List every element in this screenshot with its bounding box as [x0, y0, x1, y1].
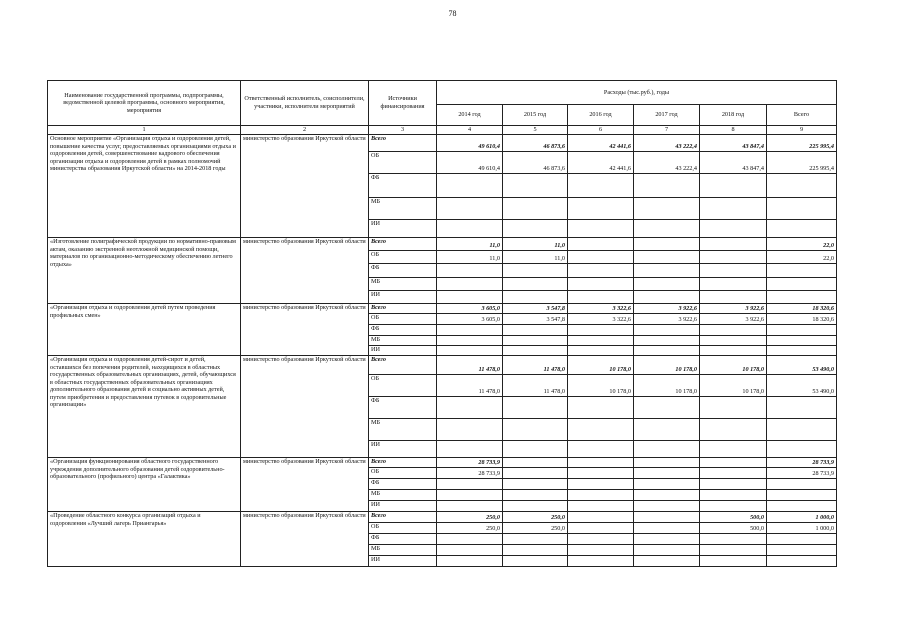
expense-value: 28 733,9 [437, 468, 503, 479]
expense-value [437, 490, 503, 501]
expense-value [503, 346, 568, 356]
expense-value [700, 468, 767, 479]
expense-value [634, 512, 700, 523]
expense-value: 43 222,4 [634, 152, 700, 174]
column-index: 3 [369, 126, 437, 135]
expense-value [437, 556, 503, 567]
expense-value: 250,0 [437, 523, 503, 534]
expense-value [700, 238, 767, 251]
expense-value: 3 922,6 [634, 314, 700, 325]
funding-source: ОБ [369, 523, 437, 534]
total-value [767, 490, 837, 501]
expense-value: 500,0 [700, 512, 767, 523]
expense-value [634, 501, 700, 512]
expense-value [700, 174, 767, 198]
expense-value [437, 545, 503, 556]
funding-source: ОБ [369, 152, 437, 174]
expense-value [568, 479, 634, 490]
expense-value: 10 178,0 [700, 356, 767, 375]
expense-value [634, 441, 700, 458]
expense-value: 3 547,8 [503, 314, 568, 325]
funding-source: ОБ [369, 314, 437, 325]
expense-value [700, 397, 767, 419]
expense-value [568, 545, 634, 556]
funding-source: МБ [369, 336, 437, 346]
expense-value: 10 178,0 [700, 375, 767, 397]
header-year: 2018 год [700, 105, 767, 126]
table-row [48, 512, 837, 523]
total-value [767, 278, 837, 291]
expense-value [503, 501, 568, 512]
funding-source: МБ [369, 278, 437, 291]
total-value: 225 995,4 [767, 152, 837, 174]
expense-value [634, 264, 700, 278]
expense-value [568, 291, 634, 304]
total-value [767, 419, 837, 441]
expense-value [700, 251, 767, 264]
total-value: 28 733,9 [767, 468, 837, 479]
expense-value: 3 922,6 [634, 304, 700, 314]
funding-source: МБ [369, 419, 437, 441]
column-index: 8 [700, 126, 767, 135]
header-sources: Источники финансирования [369, 81, 437, 126]
expense-value [634, 291, 700, 304]
funding-source: ИИ [369, 291, 437, 304]
total-value [767, 264, 837, 278]
expense-value [568, 441, 634, 458]
expense-value [700, 325, 767, 336]
expense-value [568, 336, 634, 346]
expense-value [700, 291, 767, 304]
funding-source: ФБ [369, 174, 437, 198]
responsible-executor: министерство образования Иркутской области [241, 238, 369, 304]
expense-value [503, 325, 568, 336]
expense-value [437, 220, 503, 238]
expense-value [568, 346, 634, 356]
expense-value: 11 478,0 [503, 375, 568, 397]
expense-value [568, 397, 634, 419]
total-value [767, 545, 837, 556]
funding-source: МБ [369, 198, 437, 220]
table-row [48, 304, 837, 314]
expense-value: 11,0 [503, 238, 568, 251]
expense-value [634, 534, 700, 545]
funding-source: Всего [369, 135, 437, 152]
total-value: 22,0 [767, 238, 837, 251]
expense-value [700, 220, 767, 238]
expense-value [437, 479, 503, 490]
expense-value: 3 547,8 [503, 304, 568, 314]
funding-source: ИИ [369, 501, 437, 512]
total-value [767, 441, 837, 458]
funding-source: МБ [369, 490, 437, 501]
expense-value: 250,0 [503, 523, 568, 534]
header-program-name: Наименование государственной программы, подпрограммы, ведомственной целевой программы, основного мероприятия, мероприятия [48, 81, 241, 126]
column-index: 5 [503, 126, 568, 135]
expense-value [503, 291, 568, 304]
expense-value [700, 534, 767, 545]
expense-value [503, 458, 568, 468]
expense-value [700, 278, 767, 291]
page-number: 78 [448, 9, 457, 18]
expense-value [503, 441, 568, 458]
expense-value: 11,0 [437, 251, 503, 264]
expense-value: 11 478,0 [437, 375, 503, 397]
expense-value [437, 264, 503, 278]
funding-source: ИИ [369, 220, 437, 238]
expense-value [700, 346, 767, 356]
expense-value [634, 336, 700, 346]
expense-value [437, 278, 503, 291]
expense-value: 43 847,4 [700, 135, 767, 152]
expense-value [634, 523, 700, 534]
expense-value [634, 346, 700, 356]
activity-name: «Проведение областного конкурса организаций отдыха и оздоровления «Лучший лагерь Приангарья» [48, 512, 241, 567]
column-index: 6 [568, 126, 634, 135]
total-value [767, 501, 837, 512]
expense-value [503, 468, 568, 479]
total-value [767, 534, 837, 545]
expense-value [503, 264, 568, 278]
column-index: 9 [767, 126, 837, 135]
total-value [767, 479, 837, 490]
expense-value [568, 419, 634, 441]
expense-value [568, 468, 634, 479]
expense-value [568, 251, 634, 264]
activity-name: «Организация функционирования областного государственного учреждения дополнительного образования детей оздоровительно-образовательного (профильного) центра «Галактика» [48, 458, 241, 512]
expense-value [503, 278, 568, 291]
responsible-executor: министерство образования Иркутской области [241, 458, 369, 512]
funding-source: ФБ [369, 479, 437, 490]
funding-source: ФБ [369, 264, 437, 278]
expense-value [634, 238, 700, 251]
expense-value: 250,0 [437, 512, 503, 523]
expense-value [568, 278, 634, 291]
total-value [767, 556, 837, 567]
table-row [48, 135, 837, 152]
expense-value [700, 501, 767, 512]
expense-value [568, 556, 634, 567]
total-value: 28 733,9 [767, 458, 837, 468]
expense-value [568, 220, 634, 238]
column-index: 2 [241, 126, 369, 135]
expense-value [700, 490, 767, 501]
activity-name: Основное мероприятие «Организация отдыха и оздоровления детей, повышение качества услуг, предоставляемых организациями отдыха и оздоровления детей, совершенствование кадрового обеспечения организации отдыха и оздоровления детей в рамках полномочий министерства образования Иркутской области» на 2014-2018 годы [48, 135, 241, 238]
expense-value [634, 174, 700, 198]
expense-value [503, 174, 568, 198]
expense-value [700, 441, 767, 458]
table-row [48, 356, 837, 375]
expense-value [700, 419, 767, 441]
expense-value: 3 322,6 [568, 304, 634, 314]
expense-value [568, 325, 634, 336]
expense-value [503, 534, 568, 545]
expense-value [503, 220, 568, 238]
expense-value: 49 610,4 [437, 135, 503, 152]
funding-source: ИИ [369, 346, 437, 356]
total-value [767, 325, 837, 336]
header-year: 2017 год [634, 105, 700, 126]
header-total: Всего [767, 105, 837, 126]
expense-value [700, 458, 767, 468]
expense-value: 10 178,0 [568, 375, 634, 397]
expense-value: 43 847,4 [700, 152, 767, 174]
expense-value [503, 397, 568, 419]
header-year: 2016 год [568, 105, 634, 126]
expense-value: 11,0 [437, 238, 503, 251]
expense-value: 10 178,0 [568, 356, 634, 375]
expense-value [568, 512, 634, 523]
activity-name: «Изготовление полиграфической продукции по нормативно-правовым актам, оказанию экстренной неотложной медицинской помощи, материалов по организационно-методическому обеспечению летнего отдыха» [48, 238, 241, 304]
expense-value [700, 336, 767, 346]
column-index: 1 [48, 126, 241, 135]
funding-source: ОБ [369, 375, 437, 397]
expense-value [568, 490, 634, 501]
expense-value [503, 545, 568, 556]
total-value [767, 174, 837, 198]
total-value [767, 336, 837, 346]
expense-value [700, 198, 767, 220]
expense-value [437, 397, 503, 419]
total-value: 53 490,0 [767, 356, 837, 375]
responsible-executor: министерство образования Иркутской области [241, 304, 369, 356]
funding-source: Всего [369, 512, 437, 523]
expense-value [503, 479, 568, 490]
expense-value [634, 458, 700, 468]
header-year: 2015 год [503, 105, 568, 126]
expense-value [634, 397, 700, 419]
header-responsible: Ответственный исполнитель, соисполнители, участники, исполнители мероприятий [241, 81, 369, 126]
expense-value: 3 922,6 [700, 314, 767, 325]
expense-value [437, 441, 503, 458]
expense-value [437, 336, 503, 346]
activity-name: «Организация отдыха и оздоровления детей путем проведения профильных смен» [48, 304, 241, 356]
expense-value: 11,0 [503, 251, 568, 264]
expense-value [437, 501, 503, 512]
expense-value: 11 478,0 [437, 356, 503, 375]
expense-value [634, 490, 700, 501]
expenses-table [47, 80, 837, 567]
expense-value [568, 501, 634, 512]
expense-value [437, 346, 503, 356]
expense-value: 46 873,6 [503, 135, 568, 152]
expense-value: 11 478,0 [503, 356, 568, 375]
expense-value: 10 178,0 [634, 356, 700, 375]
responsible-executor: министерство образования Иркутской области [241, 135, 369, 238]
expense-value [437, 198, 503, 220]
total-value [767, 291, 837, 304]
expense-value [634, 251, 700, 264]
expense-value [634, 325, 700, 336]
funding-source: ОБ [369, 251, 437, 264]
total-value: 53 490,0 [767, 375, 837, 397]
funding-source: Всего [369, 356, 437, 375]
expense-value [503, 490, 568, 501]
expense-value: 43 222,4 [634, 135, 700, 152]
expense-value: 42 441,6 [568, 135, 634, 152]
funding-source: ФБ [369, 397, 437, 419]
responsible-executor: министерство образования Иркутской области [241, 512, 369, 567]
expense-value [700, 556, 767, 567]
total-value: 18 320,6 [767, 314, 837, 325]
expense-value [437, 291, 503, 304]
expense-value: 3 605,0 [437, 314, 503, 325]
expense-value: 42 441,6 [568, 152, 634, 174]
expense-value: 3 605,0 [437, 304, 503, 314]
expense-value [437, 534, 503, 545]
total-value: 1 000,0 [767, 523, 837, 534]
expense-value [634, 468, 700, 479]
total-value: 22,0 [767, 251, 837, 264]
funding-source: ОБ [369, 468, 437, 479]
total-value [767, 220, 837, 238]
expense-value [700, 545, 767, 556]
expense-value: 28 733,9 [437, 458, 503, 468]
table-row [48, 458, 837, 468]
column-index: 7 [634, 126, 700, 135]
expense-value [700, 264, 767, 278]
expense-value: 49 610,4 [437, 152, 503, 174]
responsible-executor: министерство образования Иркутской области [241, 356, 369, 458]
funding-source: МБ [369, 545, 437, 556]
column-index: 4 [437, 126, 503, 135]
funding-source: ФБ [369, 325, 437, 336]
expense-value [568, 238, 634, 251]
expense-value [568, 174, 634, 198]
expense-value [634, 545, 700, 556]
expense-value [700, 479, 767, 490]
total-value: 18 320,6 [767, 304, 837, 314]
expense-value [634, 419, 700, 441]
expense-value: 3 922,6 [700, 304, 767, 314]
table-row [48, 238, 837, 251]
total-value: 1 000,0 [767, 512, 837, 523]
expense-value [634, 198, 700, 220]
expense-value: 3 322,6 [568, 314, 634, 325]
expense-value [437, 325, 503, 336]
expense-value [437, 419, 503, 441]
expense-value: 46 873,6 [503, 152, 568, 174]
total-value [767, 346, 837, 356]
funding-source: ФБ [369, 534, 437, 545]
total-value: 225 995,4 [767, 135, 837, 152]
funding-source: ИИ [369, 556, 437, 567]
expense-value [503, 336, 568, 346]
expense-value [634, 220, 700, 238]
header-year: 2014 год [437, 105, 503, 126]
expense-value [503, 198, 568, 220]
header-expenses: Расходы (тыс.руб.), годы [437, 81, 837, 105]
activity-name: «Организация отдыха и оздоровления детей-сирот и детей, оставшихся без попечения родителей, находящихся в областных государственных образовательных организациях, детей, обучающихся в областных государственных образовательных организациях дополнительного образования детей и социально активных детей, путем приобретения и предоставления путевок в оздоровительные организации» [48, 356, 241, 458]
expense-value: 10 178,0 [634, 375, 700, 397]
total-value [767, 397, 837, 419]
expense-value [634, 556, 700, 567]
expense-value [568, 534, 634, 545]
expense-value [568, 198, 634, 220]
funding-source: ИИ [369, 441, 437, 458]
funding-source: Всего [369, 238, 437, 251]
expense-value [568, 458, 634, 468]
funding-source: Всего [369, 458, 437, 468]
expense-value [634, 278, 700, 291]
expense-value [568, 264, 634, 278]
total-value [767, 198, 837, 220]
expense-value: 500,0 [700, 523, 767, 534]
expense-value [634, 479, 700, 490]
expense-value [503, 419, 568, 441]
funding-source: Всего [369, 304, 437, 314]
expense-value [437, 174, 503, 198]
expense-value: 250,0 [503, 512, 568, 523]
expense-value [503, 556, 568, 567]
expense-value [568, 523, 634, 534]
